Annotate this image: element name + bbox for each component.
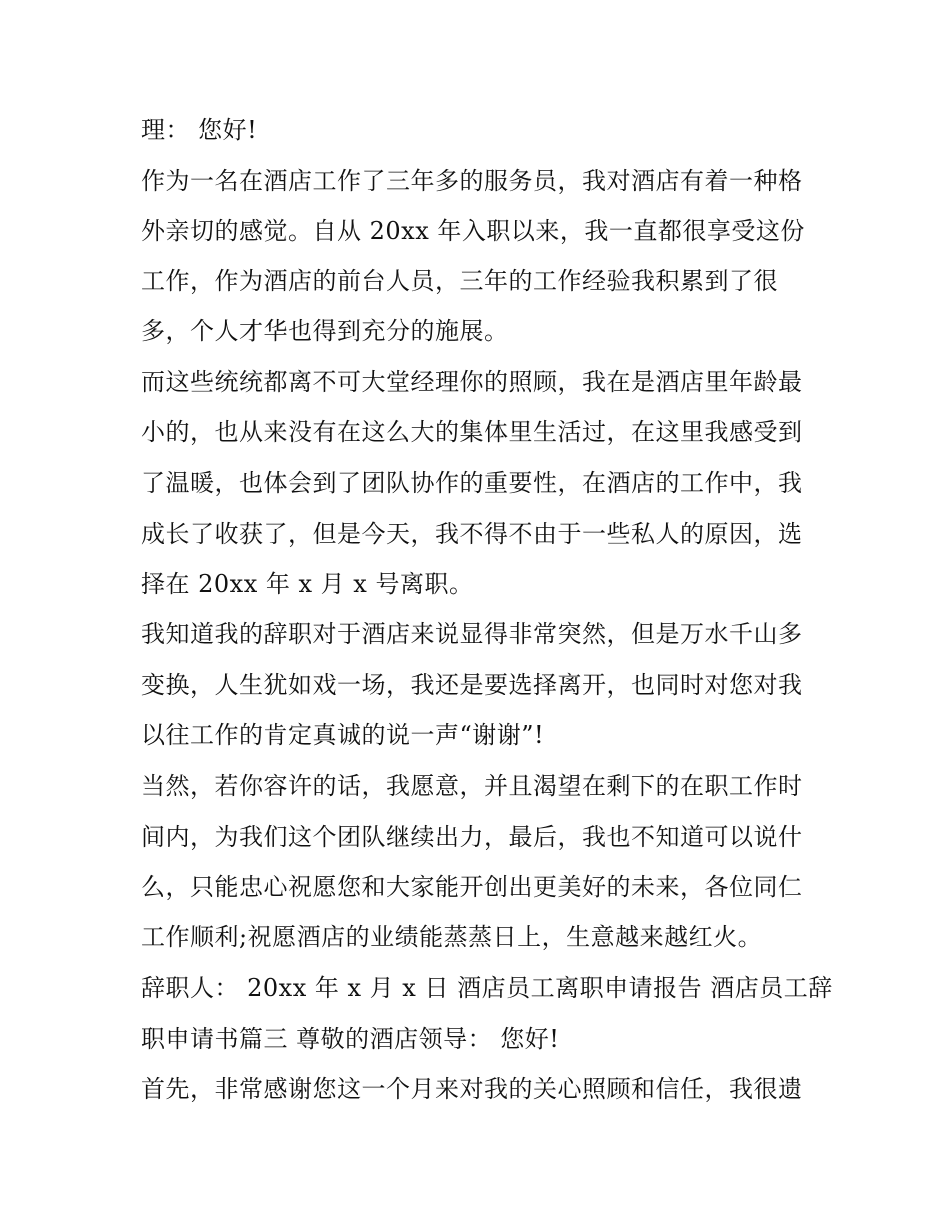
text-line: 首先，非常感谢您这一个月来对我的关心照顾和信任，我很遗 (141, 1075, 803, 1103)
text-line: 作为一名在酒店工作了三年多的服务员，我对酒店有着一种格 (141, 167, 803, 195)
text-line: 外亲切的感觉。自从 20xx 年入职以来，我一直都很享受这份 (141, 217, 805, 245)
text-line: 了温暖，也体会到了团队协作的重要性，在酒店的工作中，我 (141, 469, 803, 497)
text-line: 工作，作为酒店的前台人员，三年的工作经验我积累到了很 (141, 267, 778, 295)
text-line: 理： 您好! (141, 116, 258, 144)
text-line: 而这些统统都离不可大堂经理你的照顾，我在是酒店里年龄最 (141, 368, 803, 396)
text-line: 职申请书篇三 尊敬的酒店领导： 您好! (141, 1025, 560, 1053)
text-line: 当然，若你容许的话，我愿意，并且渴望在剩下的在职工作时 (141, 772, 803, 800)
text-line: 择在 20xx 年 x 月 x 号离职。 (141, 570, 474, 598)
text-line: 工作顺利;祝愿酒店的业绩能蒸蒸日上，生意越来越红火。 (141, 923, 763, 951)
text-line: 我知道我的辞职对于酒店来说显得非常突然，但是万水千山多 (141, 620, 803, 648)
text-line: 辞职人： 20xx 年 x 月 x 日 酒店员工离职申请报告 酒店员工辞 (141, 974, 833, 1002)
text-line: 以往工作的肯定真诚的说一声“谢谢”! (141, 721, 545, 749)
text-line: 多，个人才华也得到充分的施展。 (141, 317, 509, 345)
text-line: 变换，人生犹如戏一场，我还是要选择离开，也同时对您对我 (141, 671, 803, 699)
text-line: 间内，为我们这个团队继续出力，最后，我也不知道可以说什 (141, 823, 803, 851)
text-line: 么，只能忠心祝愿您和大家能开创出更美好的未来，各位同仁 (141, 873, 803, 901)
text-line: 成长了收获了，但是今天，我不得不由于一些私人的原因，选 (141, 520, 803, 548)
text-line: 小的，也从来没有在这么大的集体里生活过，在这里我感受到 (141, 418, 803, 446)
